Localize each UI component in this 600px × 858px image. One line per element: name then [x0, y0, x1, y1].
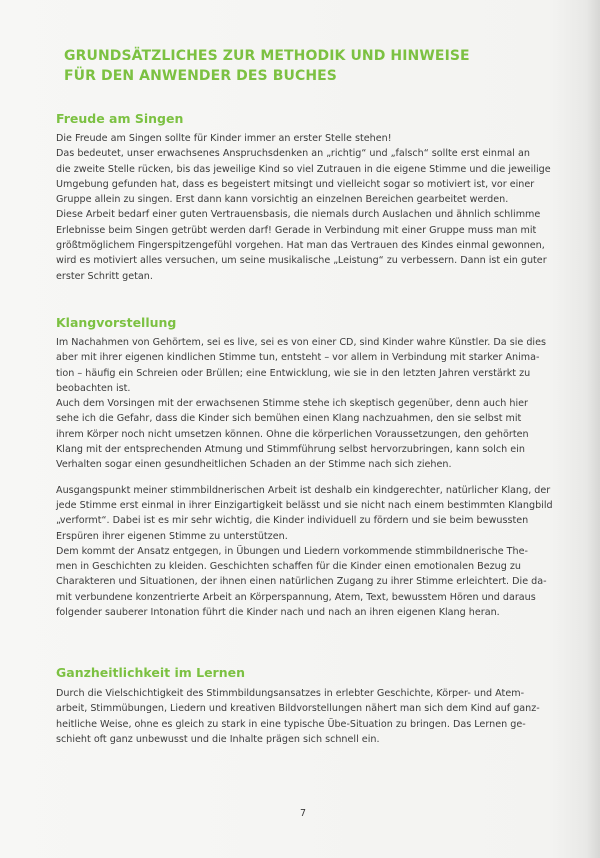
text-line: ihrem Körper noch nicht umsetzen können. Ohne die körperlichen Voraussetzungen, den gehörten: [56, 428, 529, 440]
text-line: Erlebnisse beim Singen getrübt werden darf! Gerade in Verbindung mit einer Gruppe muss man mit: [56, 224, 537, 236]
text-line: heitliche Weise, ohne es gleich zu stark in eine typische Übe-Situation zu bringen. Das Lernen ge-: [56, 718, 526, 730]
text-line: die zweite Stelle rücken, bis das jeweilige Kind so viel Zutrauen in die eigene Stimme und die jeweilige: [56, 163, 551, 175]
page-title: [64, 46, 564, 86]
text-line: aber mit ihrer eigenen kindlichen Stimme tun, entsteht – vor allem in Verbindung mit starker Anima-: [56, 352, 540, 364]
text-line: Charakteren und Situationen, der ihnen einen natürlichen Zugang zu ihrer Stimme erleichtert. Die da-: [56, 576, 547, 588]
text-line: arbeit, Stimmübungen, Liedern und kreativen Bildvorstellungen nähert man sich dem Kind auf ganz-: [56, 703, 540, 715]
section-heading-ganzheitlichkeit: Ganzheitlichkeit im Lernen: [56, 665, 245, 680]
page-title-line-2: FÜR DEN ANWENDER DES BUCHES: [64, 68, 337, 84]
section-heading-klangvorstellung: Klangvorstellung: [56, 315, 177, 330]
page-title-line-1: GRUNDSÄTZLICHES ZUR METHODIK UND HINWEISE: [64, 48, 470, 64]
text-line: „verformt“. Dabei ist es mir sehr wichtig, die Kinder individuell zu fördern und sie beim bewussten: [56, 515, 529, 527]
page-edge-shadow: [586, 0, 600, 858]
text-line: Im Nachahmen von Gehörtem, sei es live, sei es von einer CD, sind Kinder wahre Künstler. Da sie dies: [56, 337, 546, 348]
text-line: erster Schritt getan.: [56, 270, 153, 282]
text-line: Die Freude am Singen sollte für Kinder immer an erster Stelle stehen!: [56, 133, 392, 144]
section-heading-freude: Freude am Singen: [56, 111, 184, 126]
text-line: Auch dem Vorsingen mit der erwachsenen Stimme stehe ich skeptisch gegenüber, denn auch hier: [56, 398, 528, 410]
text-line: sehe ich die Gefahr, dass die Kinder sich bemühen einen Klang nachzuahmen, den sie selbst mit: [56, 413, 522, 425]
text-line: jede Stimme erst einmal in ihrer Einzigartigkeit belässt und sie nicht nach einem bestimmten Klangbild: [56, 499, 553, 511]
text-line: Umgebung gefunden hat, dass es begeistert mitsingt und vielleicht sogar so motiviert ist, vor einer: [56, 178, 535, 190]
text-line: Das bedeutet, unser erwachsenes Anspruchsdenken an „richtig“ und „falsch“ sollte erst einmal an: [56, 148, 530, 160]
text-line: Durch die Vielschichtigkeit des Stimmbildungsansatzes in erlebter Geschichte, Körper- und Atem-: [56, 688, 525, 699]
text-line: Verhalten sogar einen gesundheitlichen Schaden an der Stimme nach sich ziehen.: [56, 459, 452, 471]
paragraph-gap: [56, 473, 556, 483]
text-line: Klang mit der entsprechenden Atmung und Stimmführung selbst hervorzubringen, kann solch ein: [56, 444, 525, 456]
text-line: Ausgangspunkt meiner stimmbildnerischen Arbeit ist deshalb ein kindgerechter, natürlicher Klang, der: [56, 484, 551, 496]
text-line: größtmöglichem Fingerspitzengefühl vorgehen. Hat man das Vertrauen des Kindes einmal gewonnen,: [56, 240, 545, 252]
text-line: beobachten ist.: [56, 382, 131, 394]
text-line: wird es motiviert alles versuchen, um seine musikalische „Leistung“ zu verbessern. Dann ist ein guter: [56, 255, 547, 267]
text-line: Gruppe allein zu singen. Erst dann kann vorsichtig an einzelnen Bereichen gearbeitet werden.: [56, 194, 509, 206]
text-line: mit verbundene konzentrierte Arbeit an Körperspannung, Atem, Text, bewusstem Hören und daraus: [56, 591, 536, 603]
text-line: Diese Arbeit bedarf einer guten Vertrauensbasis, die niemals durch Auslachen und ähnlich schlimme: [56, 209, 541, 221]
section-body-freude: [56, 131, 556, 284]
text-line: folgender sauberer Intonation führt die Kinder nach und nach an ihren eigenen Klang heran.: [56, 607, 500, 619]
text-line: tion – häufig ein Schreien oder Brüllen; eine Entwicklung, wie sie in den letzten Jahren verstärkt zu: [56, 367, 531, 379]
text-line: Erspüren ihrer eigenen Stimme zu unterstützen.: [56, 530, 288, 542]
text-line: schieht oft ganz unbewusst und die Inhalte prägen sich schnell ein.: [56, 733, 380, 745]
text-line: men in Geschichten zu kleiden. Geschichten schaffen für die Kinder einen emotionalen Bezug zu: [56, 561, 521, 573]
text-line: Dem kommt der Ansatz entgegen, in Übungen und Liedern vorkommende stimmbildnerische The-: [56, 545, 528, 557]
section-body-ganzheitlichkeit: [56, 686, 556, 747]
page-number: 7: [299, 808, 307, 819]
section-body-klangvorstellung: [56, 335, 556, 620]
